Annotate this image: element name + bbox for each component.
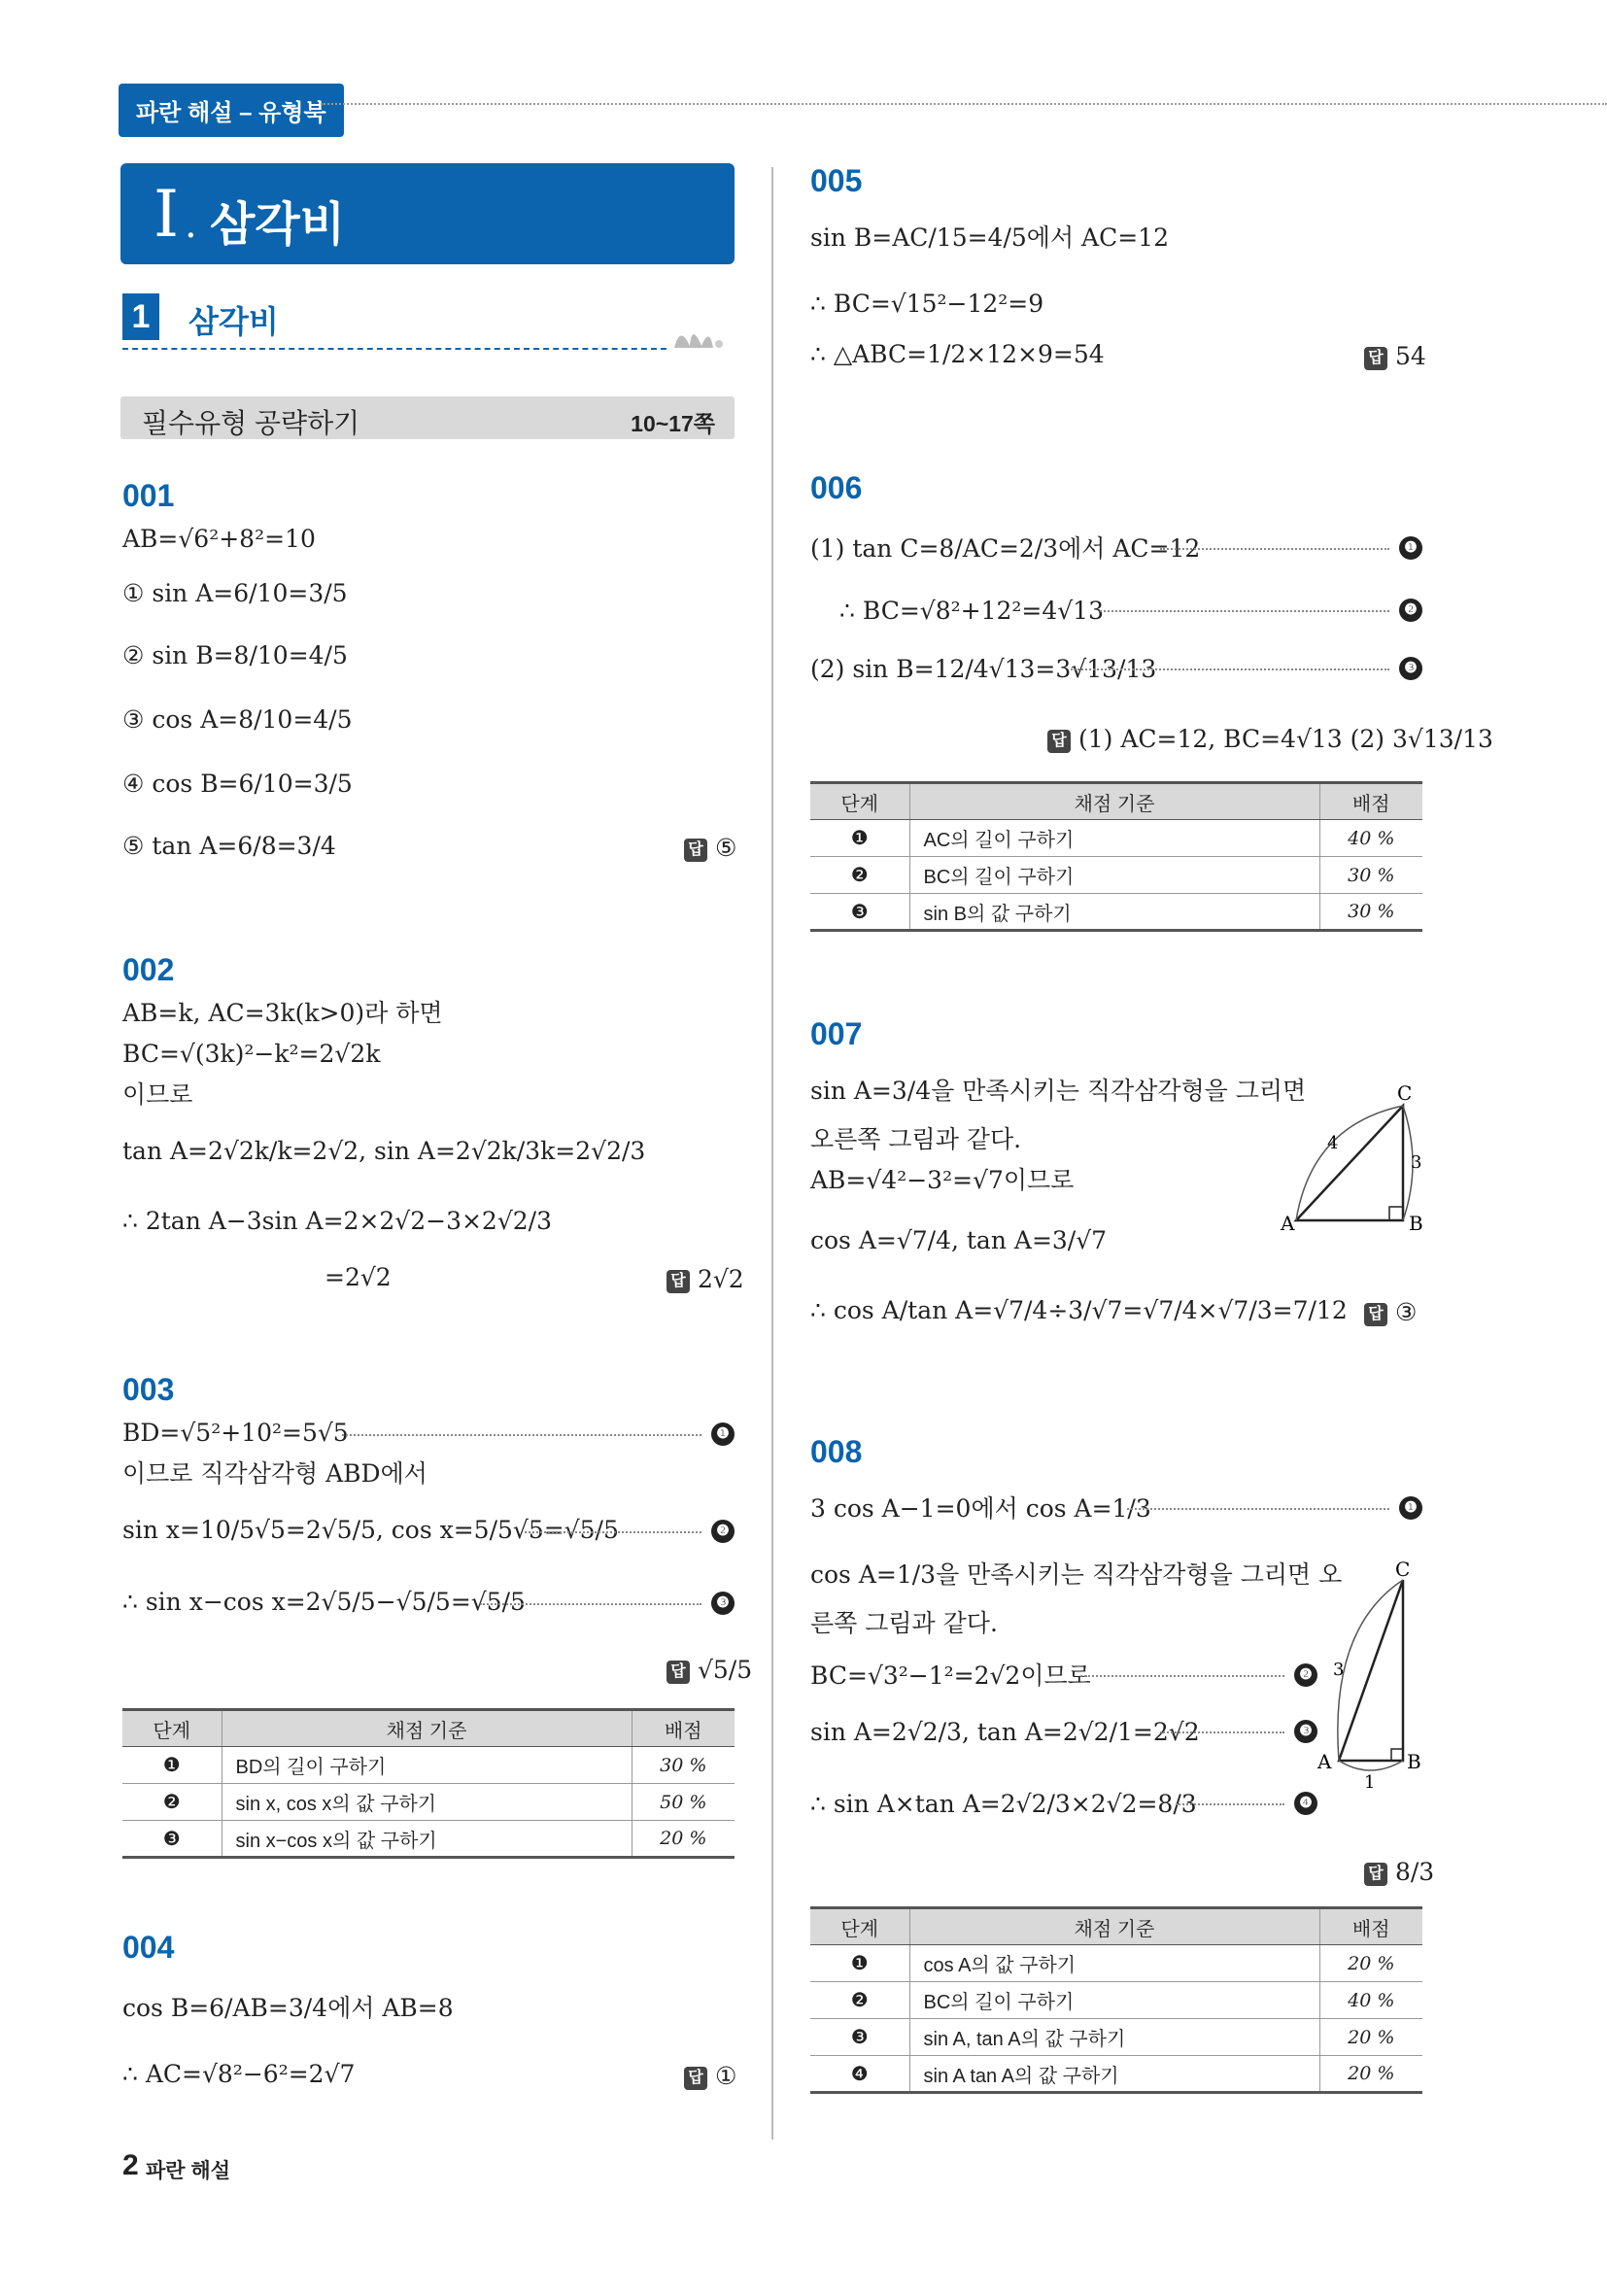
- answer-mark: 답: [1364, 1863, 1387, 1886]
- answer-mark: 답: [667, 1270, 690, 1293]
- step-marker: ❷: [1294, 1663, 1317, 1687]
- solution-line: ③ cos A=8/10=4/5: [122, 705, 353, 734]
- right-angle-mark: [1389, 1207, 1403, 1220]
- leaf-decoration-icon: [670, 319, 727, 352]
- solution-line: AB=√6²+8²=10: [122, 525, 316, 553]
- table-row: [810, 2056, 1422, 2093]
- chapter-dot: .: [185, 202, 197, 247]
- table-header: 단계: [810, 1908, 909, 1945]
- base-arc: [1339, 1761, 1403, 1770]
- table-row: [122, 1784, 735, 1821]
- step-marker: ❸: [1294, 1720, 1317, 1743]
- header-badge: 파란 해설 – 유형북: [119, 84, 344, 137]
- answer-mark: 답: [1364, 347, 1387, 370]
- page-number: 2: [122, 2149, 139, 2181]
- criteria-cell: sin A tan A의 값 구하기: [909, 2056, 1319, 2093]
- table-row: [810, 857, 1422, 894]
- points-cell: 20 %: [632, 1821, 735, 1858]
- triangle-shape: [1296, 1106, 1403, 1220]
- answer-value: 8/3: [1394, 1858, 1435, 1886]
- header-divider: [321, 103, 1607, 105]
- answer-mark: 답: [684, 2067, 707, 2090]
- leader-line: [1160, 548, 1389, 550]
- answer-value: 2√2: [697, 1265, 744, 1293]
- answer: [667, 1265, 744, 1293]
- table-header: 채점 기준: [909, 1908, 1319, 1945]
- vertex-label: C: [1395, 1560, 1411, 1581]
- criteria-cell: sin B의 값 구하기: [909, 894, 1319, 931]
- solution-line: 3 cos A−1=0에서 cos A=1/3: [810, 1494, 1151, 1523]
- column-divider: [771, 167, 773, 2140]
- solution-line: ∴ sin x−cos x=2√5/5−√5/5=√5/5: [122, 1588, 526, 1616]
- step-marker: ❷: [1399, 599, 1422, 622]
- table-row: [810, 1945, 1422, 1982]
- step-cell: ❸: [810, 2019, 909, 2056]
- vertex-label: B: [1409, 1212, 1423, 1234]
- right-angle-mark: [1391, 1749, 1403, 1761]
- points-cell: 40 %: [1319, 1982, 1422, 2019]
- vertex-label: C: [1397, 1081, 1413, 1105]
- solution-line: cos A=√7/4, tan A=3/√7: [810, 1226, 1108, 1254]
- points-cell: 30 %: [632, 1747, 735, 1784]
- answer-value: √5/5: [697, 1656, 753, 1684]
- answer: [667, 1656, 752, 1684]
- solution-line: sin x=10/5√5=2√5/5, cos x=5/5√5=√5/5: [122, 1516, 619, 1544]
- answer-mark: 답: [684, 839, 707, 862]
- practice-bar: [120, 396, 735, 439]
- solution-line: BD=√5²+10²=5√5: [122, 1419, 349, 1447]
- solution-line: ∴ △ABC=1/2×12×9=54: [810, 340, 1105, 368]
- leader-line: [1100, 610, 1389, 612]
- solution-line: ∴ 2tan A−3sin A=2×2√2−3×2√2/3: [122, 1207, 553, 1235]
- vertex-label: A: [1281, 1212, 1295, 1234]
- problem-number: 005: [810, 163, 863, 198]
- side-label: 4: [1327, 1133, 1339, 1153]
- solution-line: 이므로: [122, 1080, 193, 1109]
- solution-line: sin A=2√2/3, tan A=2√2/1=2√2: [810, 1718, 1200, 1746]
- step-cell: ❷: [810, 857, 909, 894]
- step-cell: ❶: [810, 1945, 909, 1982]
- table-header: 배점: [1319, 783, 1422, 820]
- solution-line: cos A=1/3을 만족시키는 직각삼각형을 그리면 오: [810, 1560, 1343, 1589]
- vertex-label: A: [1317, 1750, 1332, 1773]
- step-cell: ❶: [122, 1747, 222, 1784]
- solution-line: sin A=3/4을 만족시키는 직각삼각형을 그리면: [810, 1077, 1307, 1105]
- step-marker: ❸: [711, 1592, 735, 1615]
- table-header: 배점: [632, 1710, 735, 1747]
- problem-number: 006: [810, 470, 863, 505]
- practice-bar-title: 필수유형 공략하기: [142, 408, 360, 438]
- answer-value: ⑤: [714, 834, 737, 862]
- answer-mark: 답: [1364, 1303, 1387, 1326]
- side-label: 3: [1411, 1152, 1422, 1173]
- solution-line: 이므로 직각삼각형 ABD에서: [122, 1459, 427, 1488]
- solution-line: ② sin B=8/10=4/5: [122, 641, 348, 669]
- step-cell: ❸: [122, 1821, 222, 1858]
- answer: [1364, 1298, 1417, 1326]
- solution-line: (2) sin B=12/4√13=3√13/13: [810, 655, 1157, 683]
- step-marker: ❸: [1399, 657, 1422, 680]
- table-header: 채점 기준: [222, 1710, 632, 1747]
- table-header: 단계: [122, 1710, 222, 1747]
- problem-number: 007: [810, 1016, 863, 1051]
- leader-line: [525, 1531, 701, 1533]
- leader-line: [1071, 668, 1389, 670]
- table-row: [810, 1982, 1422, 2019]
- step-marker: ❷: [711, 1520, 735, 1543]
- criteria-cell: sin A, tan A의 값 구하기: [909, 2019, 1319, 2056]
- solution-line: AB=k, AC=3k(k>0)라 하면: [122, 999, 443, 1027]
- step-cell: ❷: [810, 1982, 909, 2019]
- solution-line: ① sin A=6/10=3/5: [122, 579, 348, 607]
- criteria-cell: BC의 길이 구하기: [909, 1982, 1319, 2019]
- answer: [1364, 1858, 1434, 1886]
- table-header: 채점 기준: [909, 783, 1319, 820]
- criteria-cell: BD의 길이 구하기: [222, 1747, 632, 1784]
- solution-line: 오른쪽 그림과 같다.: [810, 1125, 1022, 1153]
- answer-mark: 답: [1047, 730, 1071, 753]
- solution-line: ∴ BC=√8²+12²=4√13: [839, 597, 1104, 625]
- solution-line: ∴ sin A×tan A=2√2/3×2√2=8/3: [810, 1790, 1197, 1818]
- table-header: 단계: [810, 783, 909, 820]
- section-title: 삼각비: [188, 304, 279, 339]
- leader-line: [1080, 1675, 1284, 1677]
- points-cell: 40 %: [1319, 820, 1422, 857]
- section-number: 1: [122, 293, 159, 340]
- table-row: [122, 1747, 735, 1784]
- solution-line: ④ cos B=6/10=3/5: [122, 770, 353, 798]
- solution-line: ⑤ tan A=6/8=3/4: [122, 832, 336, 860]
- solution-line: ∴ BC=√15²−12²=9: [810, 290, 1044, 318]
- answer-mark: 답: [667, 1661, 690, 1684]
- step-cell: ❹: [810, 2056, 909, 2093]
- step-cell: ❸: [810, 894, 909, 931]
- criteria-cell: AC의 길이 구하기: [909, 820, 1319, 857]
- step-marker: ❶: [711, 1422, 735, 1446]
- practice-bar-pages: 10~17쪽: [631, 411, 715, 436]
- points-cell: 20 %: [1319, 2019, 1422, 2056]
- chapter-title: 삼각비: [210, 199, 346, 251]
- solution-line: 른쪽 그림과 같다.: [810, 1609, 998, 1637]
- scoring-table: [810, 781, 1422, 932]
- solution-line: ∴ cos A/tan A=√7/4÷3/√7=√7/4×√7/3=7/12: [810, 1296, 1348, 1324]
- problem-number: 002: [122, 952, 175, 987]
- leader-line: [1127, 1508, 1389, 1510]
- solution-line: BC=√3²−1²=2√2이므로: [810, 1662, 1091, 1690]
- step-cell: ❶: [810, 820, 909, 857]
- step-cell: ❷: [122, 1784, 222, 1821]
- criteria-cell: sin x, cos x의 값 구하기: [222, 1784, 632, 1821]
- leader-line: [1176, 1803, 1284, 1805]
- criteria-cell: cos A의 값 구하기: [909, 1945, 1319, 1982]
- step-marker: ❶: [1399, 1496, 1422, 1520]
- answer-value: ③: [1394, 1298, 1418, 1326]
- answer-value: ①: [714, 2062, 737, 2090]
- points-cell: 50 %: [632, 1784, 735, 1821]
- table-header: 배점: [1319, 1908, 1422, 1945]
- criteria-cell: BC의 길이 구하기: [909, 857, 1319, 894]
- vertex-label: B: [1407, 1750, 1421, 1773]
- chapter-banner: [120, 163, 735, 264]
- table-row: [810, 820, 1422, 857]
- solution-line: (1) tan C=8/AC=2/3에서 AC=12: [810, 534, 1201, 563]
- triangle-figure-007: [1273, 1079, 1428, 1234]
- table-row: [122, 1821, 735, 1858]
- side-label: 3: [1333, 1660, 1345, 1680]
- solution-line: tan A=2√2k/k=2√2, sin A=2√2k/3k=2√2/3: [122, 1137, 646, 1165]
- table-row: [810, 894, 1422, 931]
- triangle-shape: [1339, 1580, 1403, 1761]
- answer-value: (1) AC=12, BC=4√13 (2) 3√13/13: [1077, 725, 1493, 753]
- chapter-numeral: I: [154, 177, 180, 252]
- section-underline: [122, 348, 667, 350]
- solution-line: BC=√(3k)²−k²=2√2k: [122, 1040, 381, 1068]
- answer-value: 54: [1394, 342, 1426, 370]
- solution-line: =2√2: [325, 1263, 392, 1291]
- solution-line: cos B=6/AB=3/4에서 AB=8: [122, 1994, 454, 2022]
- problem-number: 008: [810, 1434, 863, 1469]
- scoring-table: [122, 1708, 735, 1859]
- table-row: [810, 2019, 1422, 2056]
- problem-number: 001: [122, 478, 175, 513]
- answer: [684, 834, 736, 862]
- leader-line: [480, 1603, 701, 1605]
- footer-label: 파란 해설: [146, 2160, 230, 2182]
- leader-line: [342, 1434, 701, 1436]
- solution-line: ∴ AC=√8²−6²=2√7: [122, 2060, 356, 2088]
- step-marker: ❹: [1294, 1792, 1317, 1815]
- answer: [1364, 342, 1426, 370]
- scoring-table: [810, 1906, 1422, 2094]
- problem-number: 004: [122, 1930, 175, 1965]
- points-cell: 20 %: [1319, 2056, 1422, 2093]
- step-marker: ❶: [1399, 536, 1422, 560]
- points-cell: 30 %: [1319, 894, 1422, 931]
- criteria-cell: sin x−cos x의 값 구하기: [222, 1821, 632, 1858]
- answer: [1047, 725, 1493, 753]
- problem-number: 003: [122, 1372, 175, 1407]
- solution-line: sin B=AC/15=4/5에서 AC=12: [810, 223, 1169, 252]
- answer: [684, 2062, 736, 2090]
- points-cell: 20 %: [1319, 1945, 1422, 1982]
- leader-line: [1160, 1731, 1284, 1733]
- points-cell: 30 %: [1319, 857, 1422, 894]
- solution-line: AB=√4²−3²=√7이므로: [810, 1166, 1075, 1194]
- side-label: 1: [1364, 1772, 1376, 1793]
- triangle-figure-008: [1312, 1560, 1428, 1794]
